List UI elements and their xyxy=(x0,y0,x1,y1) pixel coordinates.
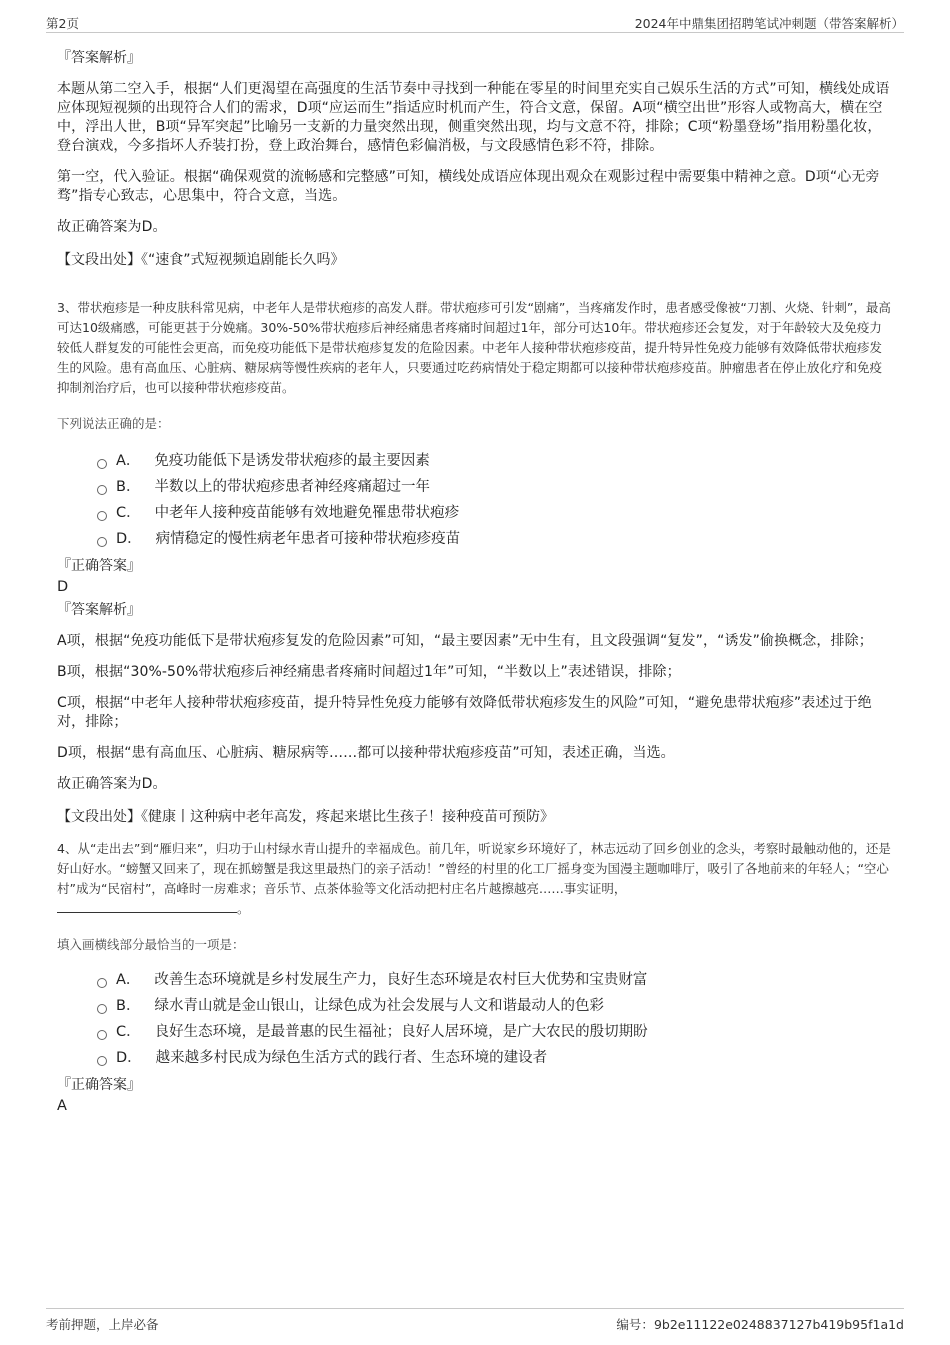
footer-slogan: 考前押题，上岸必备 xyxy=(46,1317,159,1332)
q3-prompt: 下列说法正确的是： xyxy=(57,416,170,431)
radio-button[interactable] xyxy=(97,1056,107,1066)
source-label: 【文段出处】 xyxy=(57,809,141,825)
q4-option-a[interactable]: A． 改善生态环境就是乡村发展生产力，良好生态环境是农村巨大优势和宝贵财富 xyxy=(97,967,893,993)
q3-analysis-c: C项，根据“中老年人接种带状疱疹疫苗，提升特异性免疫力能够有效降低带状疱疹发生的风险”可知，“避免患带状疱疹”表述过于绝对，排除； xyxy=(57,695,872,730)
q3-option-a[interactable]: A． 免疫功能低下是诱发带状疱疹的最主要因素 xyxy=(97,448,893,474)
page-header xyxy=(46,14,904,33)
q3-option-d[interactable]: D． 病情稳定的慢性病老年患者可接种带状疱疹疫苗 xyxy=(97,526,893,552)
document-code: 编号：9b2e11122e0248837127b419b95f1a1d xyxy=(616,1317,904,1332)
q3-conclusion: 故正确答案为D。 xyxy=(57,776,167,792)
q3-analysis-b: B项，根据“30%-50%带状疱疹后神经痛患者疼痛时间超过1年”可知，“半数以上”表述错误，排除； xyxy=(57,664,681,680)
q2-source xyxy=(57,251,893,270)
q3-analysis-d: D项，根据“患有高血压、心脏病、糖尿病等……都可以接种带状疱疹疫苗”可知，表述正确，当选。 xyxy=(57,745,675,761)
page-number: 第2页 xyxy=(46,16,79,31)
q3-analysis-label: 『答案解析』 xyxy=(57,602,141,618)
radio-button[interactable] xyxy=(97,459,107,469)
radio-button[interactable] xyxy=(97,1030,107,1040)
q2-analysis-label: 『答案解析』 xyxy=(57,50,141,66)
radio-button[interactable] xyxy=(97,511,107,521)
q3-stem: 3、带状疱疹是一种皮肤科常见病，中老年人是带状疱疹的高发人群。带状疱疹可引发“剧痛”，当疼痛发作时，患者感受像被“刀割、火烧、针刺”，最高可达10级痛感，可能更甚于分娩痛。30%-50%带状疱疹后神经痛患者疼痛时间超过1年，部分可达10年。带状疱疹还会复发，对于年龄较大及免疫力较低人群复发的可能性会更高，而免疫功能低下是带状疱疹复发的危险因素。中老年人接种带状疱疹疫苗，提升特异性免疫力能够有效降低带状疱疹发生的风险。患有高血压、心脏病、糖尿病等慢性疾病的老年人，只要通过吃药病情处于稳定期都可以接种带状疱疹疫苗。肿瘤患者在停止放化疗和免疫抑制剂治疗后，也可以接种带状疱疹疫苗。 xyxy=(57,300,891,395)
source-label: 【文段出处】 xyxy=(57,252,141,268)
document-title: 2024年中鼎集团招聘笔试冲刺题（带答案解析） xyxy=(634,16,904,31)
q3-option-b[interactable]: B． 半数以上的带状疱疹患者神经疼痛超过一年 xyxy=(97,474,893,500)
document-body xyxy=(57,44,893,1115)
q4-correct-label: 『正确答案』 xyxy=(57,1077,141,1093)
q3-source xyxy=(57,808,893,827)
q2-analysis-para-2: 第一空，代入验证。根据“确保观赏的流畅感和完整感”可知，横线处成语应体现出观众在观影过程中需要集中精神之意。D项“心无旁骛”指专心致志，心思集中，符合文意，当选。 xyxy=(57,169,880,204)
q3-answer: D xyxy=(57,579,69,595)
radio-button[interactable] xyxy=(97,978,107,988)
q2-analysis-para-1: 本题从第二空入手，根据“人们更渴望在高强度的生活节奏中寻找到一种能在零星的时间里充实自己娱乐生活的方式”可知，横线处成语应体现短视频的出现符合人们的需求，D项“应运而生”指适应时机而产生，符合文意，保留。A项“横空出世”形容人或物高大，横在空中，浮出人世，B项“异军突起”比喻另一支新的力量突然出现，侧重突然出现，均与文意不符，排除；C项“粉墨登场”指用粉墨化妆，登台演戏，今多指坏人乔装打扮，登上政治舞台，感情色彩偏消极，与文段感情色彩不符，排除。 xyxy=(57,81,890,154)
q4-answer: A xyxy=(57,1098,67,1114)
radio-button[interactable] xyxy=(97,537,107,547)
q4-option-b[interactable]: B． 绿水青山就是金山银山，让绿色成为社会发展与人文和谐最动人的色彩 xyxy=(97,993,893,1019)
q4-stem: 4、从“走出去”到“雁归来”，归功于山村绿水青山提升的幸福成色。前几年，听说家乡环境好了，林志远动了回乡创业的念头，考察时最触动他的，还是好山好水。“螃蟹又回来了，现在抓螃蟹是我这里最热门的亲子活动！”曾经的村里的化工厂摇身变为国漫主题咖啡厅，吸引了各地前来的年轻人；“空心村”成为“民宿村”，高峰时一房难求；音乐节、点茶体验等文化活动把村庄名片越擦越亮……事实证明， 。 xyxy=(57,841,891,916)
q4-option-d[interactable]: D． 越来越多村民成为绿色生活方式的践行者、生态环境的建设者 xyxy=(97,1045,893,1071)
q4-options xyxy=(57,967,893,1071)
page-footer xyxy=(46,1308,904,1334)
q3-analysis-a: A项，根据“免疫功能低下是带状疱疹复发的危险因素”可知，“最主要因素”无中生有，且文段强调“复发”，“诱发”偷换概念，排除； xyxy=(57,633,873,649)
radio-button[interactable] xyxy=(97,1004,107,1014)
q3-options xyxy=(57,448,893,552)
source-title: 《健康丨这种病中老年高发，疼起来堪比生孩子！接种疫苗可预防》 xyxy=(141,809,554,825)
q2-conclusion: 故正确答案为D。 xyxy=(57,219,167,235)
q4-option-c[interactable]: C． 良好生态环境，是最普惠的民生福祉；良好人居环境，是广大农民的殷切期盼 xyxy=(97,1019,893,1045)
q3-correct-label: 『正确答案』 xyxy=(57,558,141,574)
radio-button[interactable] xyxy=(97,485,107,495)
q3-option-c[interactable]: C． 中老年人接种疫苗能够有效地避免罹患带状疱疹 xyxy=(97,500,893,526)
source-title: 《“速食”式短视频追剧能长久吗》 xyxy=(141,252,345,268)
q4-prompt: 填入画横线部分最恰当的一项是： xyxy=(57,937,245,952)
answer-blank xyxy=(57,900,237,913)
